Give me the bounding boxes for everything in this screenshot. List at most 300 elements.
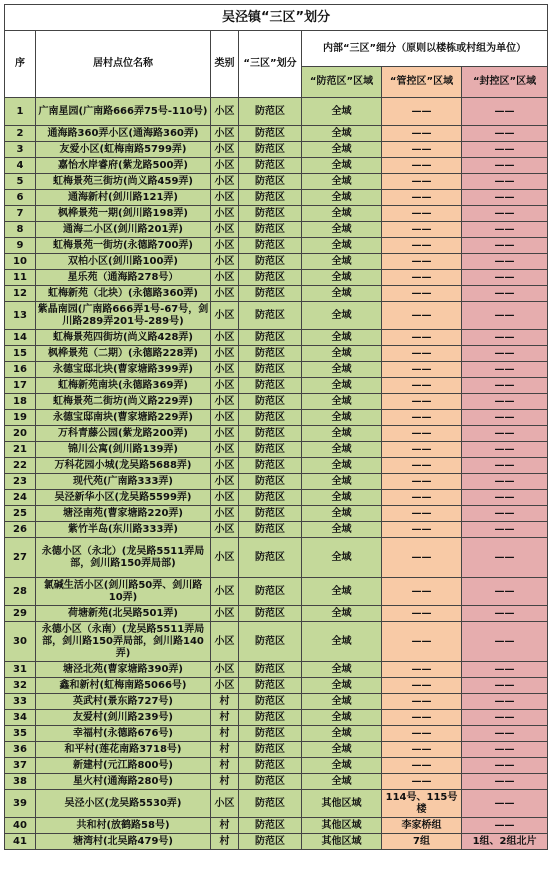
row-location-name: 通海新村(剑川路121弄): [36, 190, 211, 206]
row-category: 村: [211, 742, 239, 758]
row-control-area: ——: [382, 758, 462, 774]
row-seq: 5: [5, 174, 36, 190]
row-control-area: ——: [382, 394, 462, 410]
row-lockdown-area: ——: [462, 606, 548, 622]
table-title: 吴泾镇“三区”划分: [5, 5, 548, 31]
header-control-area: “管控区”区域: [382, 67, 462, 98]
row-zone: 防范区: [239, 302, 302, 330]
row-prevent-area: 全域: [302, 774, 382, 790]
row-seq: 10: [5, 254, 36, 270]
row-lockdown-area: ——: [462, 622, 548, 662]
row-seq: 39: [5, 790, 36, 818]
row-category: 小区: [211, 286, 239, 302]
row-zone: 防范区: [239, 678, 302, 694]
row-zone: 防范区: [239, 622, 302, 662]
row-lockdown-area: ——: [462, 98, 548, 126]
row-location-name: 通海路360弄小区(通海路360弄): [36, 126, 211, 142]
row-category: 村: [211, 758, 239, 774]
row-location-name: 和平村(莲花南路3718号): [36, 742, 211, 758]
table-row: [5, 286, 548, 302]
table-row: [5, 834, 548, 850]
row-zone: 防范区: [239, 490, 302, 506]
row-control-area: ——: [382, 522, 462, 538]
row-control-area: ——: [382, 442, 462, 458]
row-zone: 防范区: [239, 286, 302, 302]
row-lockdown-area: 1组、2组北片: [462, 834, 548, 850]
row-control-area: ——: [382, 286, 462, 302]
row-prevent-area: 全域: [302, 238, 382, 254]
row-location-name: 枫桦景苑（二期）(永德路228弄): [36, 346, 211, 362]
row-category: 小区: [211, 394, 239, 410]
table-row: [5, 302, 548, 330]
row-control-area: ——: [382, 726, 462, 742]
row-prevent-area: 全域: [302, 378, 382, 394]
row-zone: 防范区: [239, 506, 302, 522]
row-seq: 11: [5, 270, 36, 286]
row-seq: 7: [5, 206, 36, 222]
row-prevent-area: 全域: [302, 270, 382, 286]
row-seq: 22: [5, 458, 36, 474]
row-prevent-area: 全域: [302, 742, 382, 758]
row-zone: 防范区: [239, 694, 302, 710]
row-seq: 15: [5, 346, 36, 362]
row-lockdown-area: ——: [462, 710, 548, 726]
table-row: [5, 142, 548, 158]
row-lockdown-area: ——: [462, 678, 548, 694]
table-row: [5, 394, 548, 410]
row-seq: 23: [5, 474, 36, 490]
row-location-name: 通海二小区(剑川路201弄): [36, 222, 211, 238]
table-row: [5, 190, 548, 206]
row-zone: 防范区: [239, 662, 302, 678]
row-seq: 4: [5, 158, 36, 174]
table-row: [5, 694, 548, 710]
row-location-name: 万科青藤公园(紫龙路200弄): [36, 426, 211, 442]
table-row: [5, 270, 548, 286]
row-location-name: 双柏小区(剑川路100弄): [36, 254, 211, 270]
row-category: 小区: [211, 378, 239, 394]
row-lockdown-area: ——: [462, 238, 548, 254]
row-zone: 防范区: [239, 238, 302, 254]
row-seq: 41: [5, 834, 36, 850]
table-row: [5, 98, 548, 126]
row-zone: 防范区: [239, 742, 302, 758]
row-control-area: 7组: [382, 834, 462, 850]
row-location-name: 虹梅景苑三街坊(尚义路459弄): [36, 174, 211, 190]
row-zone: 防范区: [239, 206, 302, 222]
row-seq: 40: [5, 818, 36, 834]
row-control-area: ——: [382, 222, 462, 238]
row-control-area: ——: [382, 238, 462, 254]
row-lockdown-area: ——: [462, 270, 548, 286]
row-control-area: ——: [382, 98, 462, 126]
table-row: [5, 774, 548, 790]
row-category: 小区: [211, 98, 239, 126]
row-lockdown-area: ——: [462, 142, 548, 158]
header-name: 居村点位名称: [36, 31, 211, 98]
row-lockdown-area: ——: [462, 190, 548, 206]
row-seq: 38: [5, 774, 36, 790]
row-seq: 3: [5, 142, 36, 158]
row-zone: 防范区: [239, 834, 302, 850]
row-lockdown-area: ——: [462, 394, 548, 410]
row-zone: 防范区: [239, 758, 302, 774]
row-prevent-area: 全域: [302, 142, 382, 158]
row-seq: 35: [5, 726, 36, 742]
table-row: [5, 578, 548, 606]
row-prevent-area: 全域: [302, 622, 382, 662]
row-category: 村: [211, 694, 239, 710]
row-location-name: 锦川公寓(剑川路139弄): [36, 442, 211, 458]
row-zone: 防范区: [239, 222, 302, 238]
row-category: 小区: [211, 474, 239, 490]
row-seq: 33: [5, 694, 36, 710]
row-seq: 19: [5, 410, 36, 426]
row-seq: 27: [5, 538, 36, 578]
row-lockdown-area: ——: [462, 774, 548, 790]
row-lockdown-area: ——: [462, 442, 548, 458]
row-category: 小区: [211, 222, 239, 238]
row-prevent-area: 全域: [302, 426, 382, 442]
row-location-name: 星乐苑（通海路278号）: [36, 270, 211, 286]
row-location-name: 枫桦景苑一期(剑川路198弄): [36, 206, 211, 222]
row-category: 小区: [211, 662, 239, 678]
row-lockdown-area: ——: [462, 742, 548, 758]
row-seq: 24: [5, 490, 36, 506]
row-seq: 26: [5, 522, 36, 538]
row-prevent-area: 全域: [302, 490, 382, 506]
row-zone: 防范区: [239, 522, 302, 538]
row-zone: 防范区: [239, 174, 302, 190]
table-row: [5, 490, 548, 506]
row-category: 小区: [211, 538, 239, 578]
row-control-area: ——: [382, 710, 462, 726]
row-zone: 防范区: [239, 378, 302, 394]
zone-table: [4, 4, 548, 850]
row-control-area: ——: [382, 206, 462, 222]
row-control-area: ——: [382, 254, 462, 270]
row-zone: 防范区: [239, 410, 302, 426]
row-location-name: 新建村(元江路800号): [36, 758, 211, 774]
row-zone: 防范区: [239, 394, 302, 410]
row-location-name: 广南星园(广南路666弄75号-110号): [36, 98, 211, 126]
row-location-name: 吴泾新华小区(龙吴路5599弄): [36, 490, 211, 506]
row-control-area: ——: [382, 578, 462, 606]
table-row: [5, 362, 548, 378]
row-prevent-area: 全域: [302, 394, 382, 410]
header-seq: 序: [5, 31, 36, 98]
row-category: 小区: [211, 442, 239, 458]
header-inner-subdivision: 内部“三区”细分（原则以楼栋或村组为单位）: [302, 31, 548, 67]
row-location-name: 虹梅新苑（北块）(永德路360弄): [36, 286, 211, 302]
row-category: 小区: [211, 790, 239, 818]
row-lockdown-area: ——: [462, 818, 548, 834]
row-lockdown-area: ——: [462, 222, 548, 238]
table-row: [5, 678, 548, 694]
row-zone: 防范区: [239, 270, 302, 286]
table-row: [5, 538, 548, 578]
row-seq: 21: [5, 442, 36, 458]
row-location-name: 虹梅新苑南块(永德路369弄): [36, 378, 211, 394]
row-category: 村: [211, 710, 239, 726]
table-row: [5, 254, 548, 270]
row-prevent-area: 全域: [302, 678, 382, 694]
row-lockdown-area: ——: [462, 726, 548, 742]
row-prevent-area: 全域: [302, 506, 382, 522]
row-prevent-area: 其他区域: [302, 818, 382, 834]
row-zone: 防范区: [239, 578, 302, 606]
row-control-area: ——: [382, 622, 462, 662]
row-category: 村: [211, 834, 239, 850]
row-prevent-area: 全域: [302, 694, 382, 710]
row-prevent-area: 全域: [302, 302, 382, 330]
header-zone: “三区”划分: [239, 31, 302, 98]
row-seq: 16: [5, 362, 36, 378]
row-location-name: 荷塘新苑(北吴路501弄): [36, 606, 211, 622]
row-prevent-area: 其他区域: [302, 790, 382, 818]
row-control-area: ——: [382, 538, 462, 578]
table-row: [5, 606, 548, 622]
row-category: 小区: [211, 578, 239, 606]
row-control-area: ——: [382, 474, 462, 490]
row-prevent-area: 全域: [302, 442, 382, 458]
table-row: [5, 742, 548, 758]
row-category: 小区: [211, 190, 239, 206]
row-control-area: ——: [382, 662, 462, 678]
row-lockdown-area: ——: [462, 474, 548, 490]
row-category: 小区: [211, 622, 239, 662]
row-seq: 25: [5, 506, 36, 522]
row-location-name: 共和村(放鹤路58号): [36, 818, 211, 834]
table-row: [5, 222, 548, 238]
table-row: [5, 410, 548, 426]
row-seq: 14: [5, 330, 36, 346]
row-zone: 防范区: [239, 790, 302, 818]
row-zone: 防范区: [239, 254, 302, 270]
table-row: [5, 522, 548, 538]
row-category: 小区: [211, 206, 239, 222]
row-control-area: ——: [382, 330, 462, 346]
row-zone: 防范区: [239, 458, 302, 474]
row-lockdown-area: ——: [462, 458, 548, 474]
row-lockdown-area: ——: [462, 410, 548, 426]
row-prevent-area: 全域: [302, 458, 382, 474]
row-control-area: 114号、115号楼: [382, 790, 462, 818]
row-control-area: ——: [382, 302, 462, 330]
row-control-area: ——: [382, 426, 462, 442]
row-control-area: ——: [382, 158, 462, 174]
table-row: [5, 726, 548, 742]
row-control-area: ——: [382, 694, 462, 710]
row-category: 村: [211, 726, 239, 742]
row-control-area: ——: [382, 458, 462, 474]
row-category: 小区: [211, 490, 239, 506]
row-control-area: ——: [382, 742, 462, 758]
row-lockdown-area: ——: [462, 694, 548, 710]
row-lockdown-area: ——: [462, 174, 548, 190]
row-lockdown-area: ——: [462, 522, 548, 538]
row-prevent-area: 全域: [302, 758, 382, 774]
row-seq: 12: [5, 286, 36, 302]
row-category: 小区: [211, 346, 239, 362]
row-lockdown-area: ——: [462, 758, 548, 774]
row-seq: 18: [5, 394, 36, 410]
table-row: [5, 622, 548, 662]
row-control-area: ——: [382, 126, 462, 142]
row-prevent-area: 全域: [302, 726, 382, 742]
row-prevent-area: 全域: [302, 662, 382, 678]
row-control-area: 李家桥组: [382, 818, 462, 834]
table-row: [5, 174, 548, 190]
table-row: [5, 818, 548, 834]
row-seq: 36: [5, 742, 36, 758]
row-zone: 防范区: [239, 818, 302, 834]
row-category: 小区: [211, 426, 239, 442]
row-control-area: ——: [382, 678, 462, 694]
row-control-area: ——: [382, 410, 462, 426]
table-row: [5, 330, 548, 346]
row-location-name: 友爱村(剑川路239号): [36, 710, 211, 726]
row-seq: 37: [5, 758, 36, 774]
row-location-name: 紫竹半岛(东川路333弄): [36, 522, 211, 538]
row-location-name: 星火村(通海路280号): [36, 774, 211, 790]
row-location-name: 万科花园小城(龙吴路5688弄): [36, 458, 211, 474]
row-category: 小区: [211, 506, 239, 522]
row-category: 小区: [211, 142, 239, 158]
row-zone: 防范区: [239, 474, 302, 490]
row-location-name: 永德小区（永北）(龙吴路5511弄局部，剑川路150弄局部): [36, 538, 211, 578]
row-lockdown-area: ——: [462, 426, 548, 442]
row-location-name: 虹梅景苑二街坊(尚义路229弄): [36, 394, 211, 410]
row-seq: 34: [5, 710, 36, 726]
row-category: 小区: [211, 158, 239, 174]
row-location-name: 虹梅景苑一街坊(永德路700弄): [36, 238, 211, 254]
row-location-name: 友爱小区(虹梅南路5799弄): [36, 142, 211, 158]
row-category: 小区: [211, 330, 239, 346]
row-zone: 防范区: [239, 538, 302, 578]
table-row: [5, 710, 548, 726]
table-row: [5, 206, 548, 222]
row-lockdown-area: ——: [462, 506, 548, 522]
row-seq: 29: [5, 606, 36, 622]
row-lockdown-area: ——: [462, 538, 548, 578]
row-zone: 防范区: [239, 98, 302, 126]
row-prevent-area: 全域: [302, 174, 382, 190]
table-row: [5, 346, 548, 362]
row-control-area: ——: [382, 506, 462, 522]
table-row: [5, 458, 548, 474]
header-prevent-area: “防范区”区域: [302, 67, 382, 98]
row-control-area: ——: [382, 346, 462, 362]
row-control-area: ——: [382, 378, 462, 394]
row-zone: 防范区: [239, 774, 302, 790]
row-location-name: 塘泾南苑(曹家塘路220弄): [36, 506, 211, 522]
row-prevent-area: 其他区域: [302, 834, 382, 850]
table-row: [5, 758, 548, 774]
row-control-area: ——: [382, 142, 462, 158]
row-lockdown-area: ——: [462, 490, 548, 506]
row-seq: 6: [5, 190, 36, 206]
row-category: 小区: [211, 678, 239, 694]
row-prevent-area: 全域: [302, 222, 382, 238]
row-location-name: 塘泾北苑(曹家塘路390弄): [36, 662, 211, 678]
row-lockdown-area: ——: [462, 362, 548, 378]
row-prevent-area: 全域: [302, 710, 382, 726]
row-lockdown-area: ——: [462, 126, 548, 142]
row-lockdown-area: ——: [462, 302, 548, 330]
row-prevent-area: 全域: [302, 206, 382, 222]
row-seq: 31: [5, 662, 36, 678]
table-row: [5, 126, 548, 142]
row-zone: 防范区: [239, 190, 302, 206]
row-zone: 防范区: [239, 142, 302, 158]
row-seq: 28: [5, 578, 36, 606]
row-location-name: 吴泾小区(龙吴路5530弄): [36, 790, 211, 818]
row-prevent-area: 全域: [302, 286, 382, 302]
row-control-area: ——: [382, 270, 462, 286]
row-zone: 防范区: [239, 362, 302, 378]
row-prevent-area: 全域: [302, 474, 382, 490]
row-prevent-area: 全域: [302, 538, 382, 578]
header-lockdown-area: “封控区”区域: [462, 67, 548, 98]
row-seq: 17: [5, 378, 36, 394]
row-zone: 防范区: [239, 726, 302, 742]
row-lockdown-area: ——: [462, 662, 548, 678]
row-prevent-area: 全域: [302, 254, 382, 270]
row-location-name: 永德小区（永南）(龙吴路5511弄局部，剑川路150弄局部，剑川路140弄): [36, 622, 211, 662]
row-location-name: 英武村(景东路727号): [36, 694, 211, 710]
row-seq: 30: [5, 622, 36, 662]
table-row: [5, 158, 548, 174]
row-prevent-area: 全域: [302, 126, 382, 142]
table-row: [5, 426, 548, 442]
row-category: 小区: [211, 174, 239, 190]
row-control-area: ——: [382, 190, 462, 206]
row-location-name: 鑫和新村(虹梅南路5066号): [36, 678, 211, 694]
row-lockdown-area: ——: [462, 206, 548, 222]
row-zone: 防范区: [239, 330, 302, 346]
row-lockdown-area: ——: [462, 790, 548, 818]
row-location-name: 现代苑(广南路333弄): [36, 474, 211, 490]
row-prevent-area: 全域: [302, 578, 382, 606]
row-zone: 防范区: [239, 126, 302, 142]
row-category: 小区: [211, 362, 239, 378]
row-location-name: 永德宝邸北块(曹家塘路399弄): [36, 362, 211, 378]
row-lockdown-area: ——: [462, 378, 548, 394]
row-seq: 9: [5, 238, 36, 254]
row-prevent-area: 全域: [302, 522, 382, 538]
row-lockdown-area: ——: [462, 158, 548, 174]
table-row: [5, 442, 548, 458]
row-category: 村: [211, 774, 239, 790]
row-zone: 防范区: [239, 426, 302, 442]
row-category: 小区: [211, 458, 239, 474]
row-prevent-area: 全域: [302, 330, 382, 346]
table-row: [5, 506, 548, 522]
row-prevent-area: 全域: [302, 158, 382, 174]
row-seq: 20: [5, 426, 36, 442]
table-row: [5, 378, 548, 394]
row-seq: 13: [5, 302, 36, 330]
row-location-name: 氯碱生活小区(剑川路50弄、剑川路10弄): [36, 578, 211, 606]
row-prevent-area: 全域: [302, 190, 382, 206]
row-category: 小区: [211, 270, 239, 286]
table-row: [5, 238, 548, 254]
row-location-name: 紫晶南园(广南路666弄1号-67号，剑川路289弄201号-289号): [36, 302, 211, 330]
row-prevent-area: 全域: [302, 606, 382, 622]
row-category: 小区: [211, 606, 239, 622]
row-seq: 32: [5, 678, 36, 694]
